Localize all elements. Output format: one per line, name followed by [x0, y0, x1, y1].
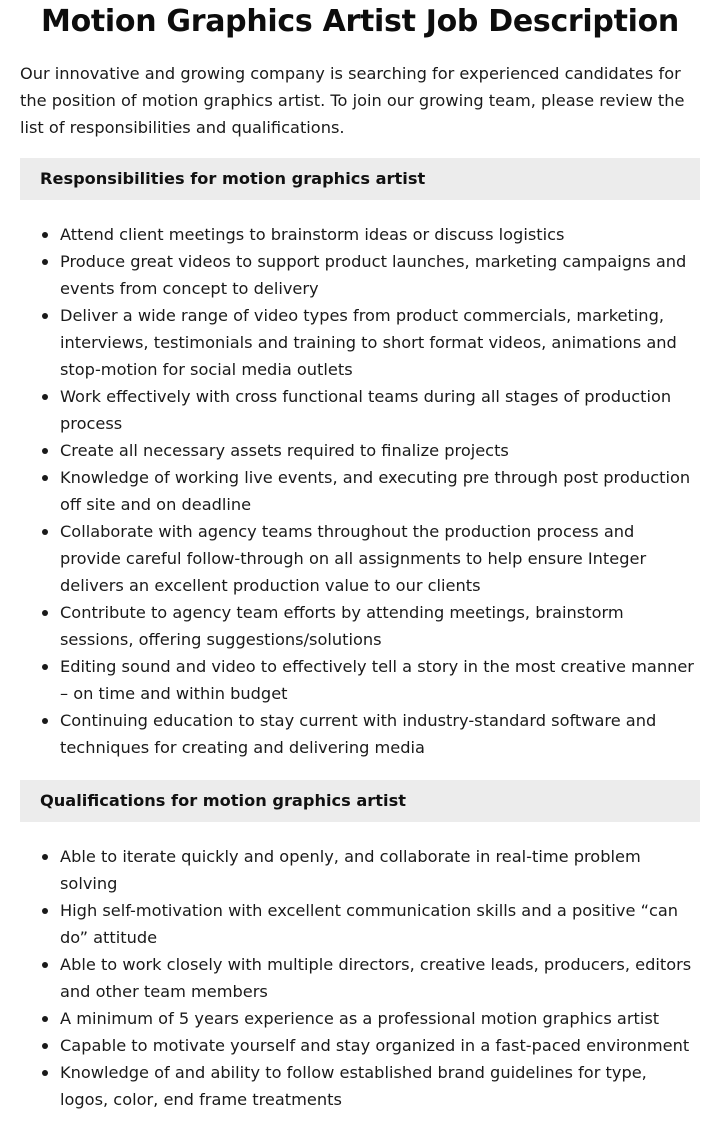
list-item — [60, 843, 700, 897]
bullet-icon — [42, 908, 48, 914]
list-item — [60, 248, 700, 302]
list-item-text: Contribute to agency team efforts by attending meetings, brainstorm sessions, offering suggestions/solutions — [60, 603, 624, 649]
list-item — [60, 437, 700, 464]
bullet-icon — [42, 448, 48, 454]
intro-paragraph: Our innovative and growing company is searching for experienced candidates for the position of motion graphics artist. To join our growing team, please review the list of responsibilities and qualifications. — [20, 64, 685, 137]
bullet-icon — [42, 962, 48, 968]
list-item — [60, 1032, 700, 1059]
list-item-text: Produce great videos to support product launches, marketing campaigns and events from concept to delivery — [60, 252, 687, 298]
list-item — [60, 707, 700, 761]
list-item-text: Editing sound and video to effectively tell a story in the most creative manner – on time and within budget — [60, 657, 694, 703]
responsibilities-header: Responsibilities for motion graphics artist — [20, 158, 700, 200]
responsibilities-list — [20, 221, 700, 761]
bullet-icon — [42, 610, 48, 616]
list-item-text: Create all necessary assets required to finalize projects — [60, 441, 509, 460]
list-item-text: High self-motivation with excellent communication skills and a positive “can do” attitude — [60, 901, 679, 947]
list-item-text: Collaborate with agency teams throughout the production process and provide careful follow-through on all assignments to help ensure Integer delivers an excellent production value to our clients — [60, 522, 647, 595]
list-item-text: A minimum of 5 years experience as a professional motion graphics artist — [60, 1009, 660, 1028]
qualifications-header: Qualifications for motion graphics artist — [20, 780, 700, 822]
list-item — [60, 1005, 700, 1032]
list-item-text: Able to work closely with multiple directors, creative leads, producers, editors and other team members — [60, 955, 692, 1001]
list-item-text: Work effectively with cross functional teams during all stages of production process — [60, 387, 672, 433]
list-item-text: Continuing education to stay current with industry-standard software and techniques for creating and delivering media — [60, 711, 657, 757]
bullet-icon — [42, 394, 48, 400]
page-title: Motion Graphics Artist Job Description — [41, 4, 679, 39]
list-item-text: Capable to motivate yourself and stay organized in a fast-paced environment — [60, 1036, 690, 1055]
list-item-text: Knowledge of and ability to follow established brand guidelines for type, logos, color, end frame treatments — [60, 1063, 647, 1109]
list-item-text: Able to iterate quickly and openly, and collaborate in real-time problem solving — [60, 847, 641, 893]
list-item — [60, 897, 700, 951]
bullet-icon — [42, 664, 48, 670]
list-item-text: Deliver a wide range of video types from product commercials, marketing, interviews, testimonials and training to short format videos, animations and stop-motion for social media outlets — [60, 306, 677, 379]
list-item — [60, 464, 700, 518]
bullet-icon — [42, 1043, 48, 1049]
bullet-icon — [42, 718, 48, 724]
list-item-text: Knowledge of working live events, and executing pre through post production off site and on deadline — [60, 468, 691, 514]
bullet-icon — [42, 1016, 48, 1022]
list-item — [60, 599, 700, 653]
bullet-icon — [42, 313, 48, 319]
bullet-icon — [42, 475, 48, 481]
bullet-icon — [42, 854, 48, 860]
qualifications-list — [20, 843, 700, 1113]
list-item — [60, 951, 700, 1005]
list-item — [60, 653, 700, 707]
list-item — [60, 302, 700, 383]
list-item — [60, 383, 700, 437]
list-item — [60, 221, 700, 248]
list-item-text: Attend client meetings to brainstorm ideas or discuss logistics — [60, 225, 565, 244]
list-item — [60, 1059, 700, 1113]
bullet-icon — [42, 529, 48, 535]
list-item — [60, 518, 700, 599]
bullet-icon — [42, 1070, 48, 1076]
bullet-icon — [42, 232, 48, 238]
bullet-icon — [42, 259, 48, 265]
